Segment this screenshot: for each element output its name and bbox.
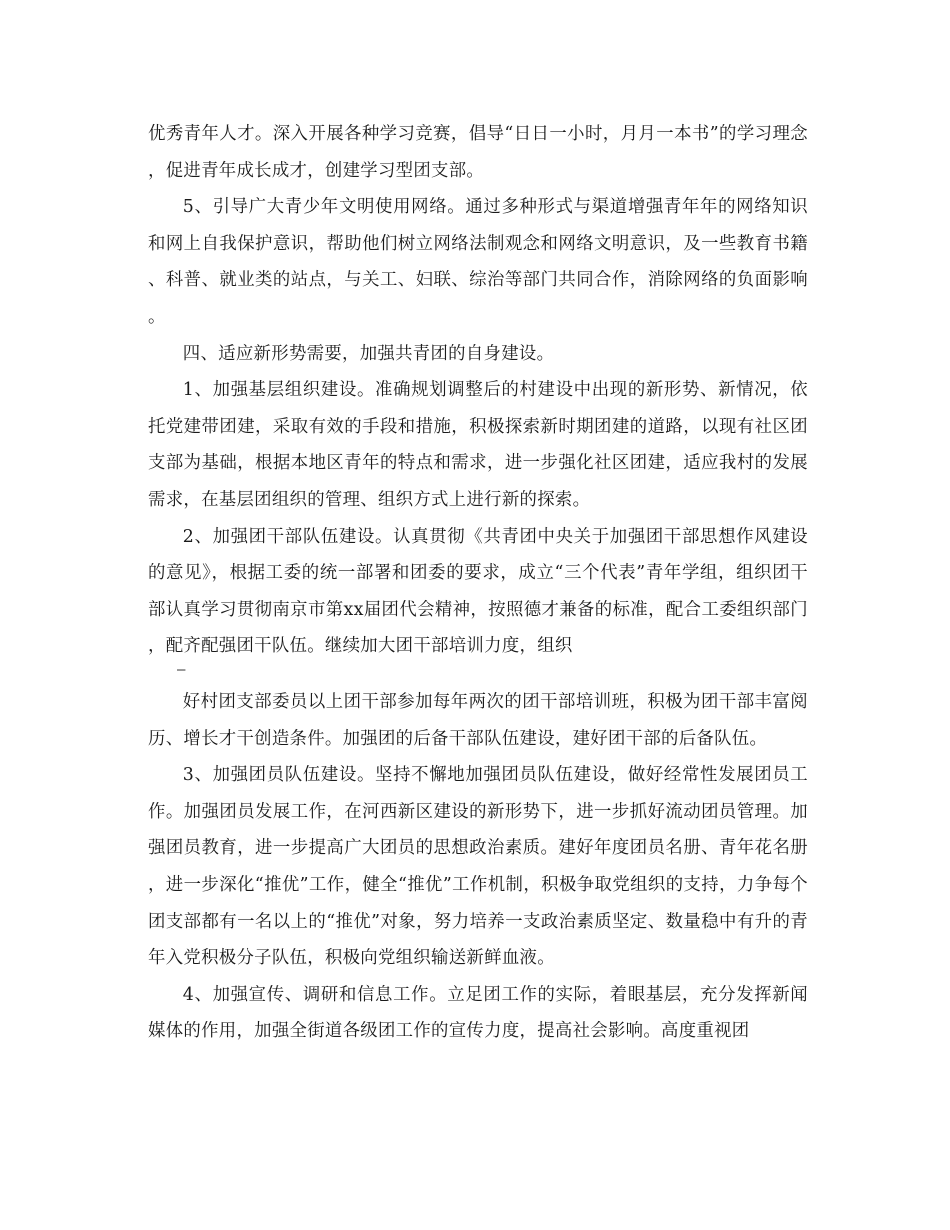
page-break-marker: –: [177, 662, 186, 678]
paragraph-item-1-grassroots: 1、加强基层组织建设。准确规划调整后的村建设中出现的新形势、新情况，依托党建带团建，采取有效的手段和措施，积极探索新时期团建的道路，以现有社区团支部为基础，根据本地区青年的特点和需求，进一步强化社区团建，适应我村的发展需求，在基层团组织的管理、组织方式上进行新的探索。: [148, 380, 808, 510]
paragraph-continuation: 优秀青年人才。深入开展各种学习竞赛，倡导“日日一小时，月月一本书”的学习理念，促进青年成长成才，创建学习型团支部。: [148, 124, 808, 181]
paragraph-item-2-cadres: 2、加强团干部队伍建设。认真贯彻《共青团中央关于加强团干部思想作风建设的意见》，根据工委的统一部署和团委的要求，成立“三个代表”青年学组，组织团干部认真学习贯彻南京市第xx届团代会精神，按照德才兼备的标准，配合工委组织部门，配齐配强团干队伍。继续加大团干部培训力度，组织: [148, 526, 808, 657]
paragraph-item-3-members: 3、加强团员队伍建设。坚持不懈地加强团员队伍建设，做好经常性发展团员工作。加强团员发展工作，在河西新区建设的新形势下，进一步抓好流动团员管理。加强团员教育，进一步提高广大团员的思想政治素质。建好年度团员名册、青年花名册，进一步深化“推优”工作，健全“推优”工作机制，积极争取党组织的支持，力争每个团支部都有一名以上的“推优”对象，努力培养一支政治素质坚定、数量稳中有升的青年入党积极分子队伍，积极向党组织输送新鲜血液。: [148, 765, 808, 969]
paragraph-item-4-publicity: 4、加强宣传、调研和信息工作。立足团工作的实际，着眼基层，充分发挥新闻媒体的作用，加强全街道各级团工作的宣传力度，提高社会影响。高度重视团: [148, 984, 808, 1042]
paragraph-item-5-network: 5、引导广大青少年文明使用网络。通过多种形式与渠道增强青年年的网络知识和网上自我保护意识，帮助他们树立网络法制观念和网络文明意识，及一些教育书籍、科普、就业类的站点，与关工、妇联、综治等部门共同合作，消除网络的负面影响。: [148, 197, 808, 327]
text-section-after-break: [148, 684, 808, 1050]
text-section-before-break: [148, 116, 808, 665]
paragraph-cadres-continued: 好村团支部委员以上团干部参加每年两次的团干部培训班，积极为团干部丰富阅历、增长才干创造条件。加强团的后备干部队伍建设，建好团干部的后备队伍。: [148, 692, 808, 749]
section-heading-four: 四、适应新形势需要，加强共青团的自身建设。: [182, 343, 555, 364]
